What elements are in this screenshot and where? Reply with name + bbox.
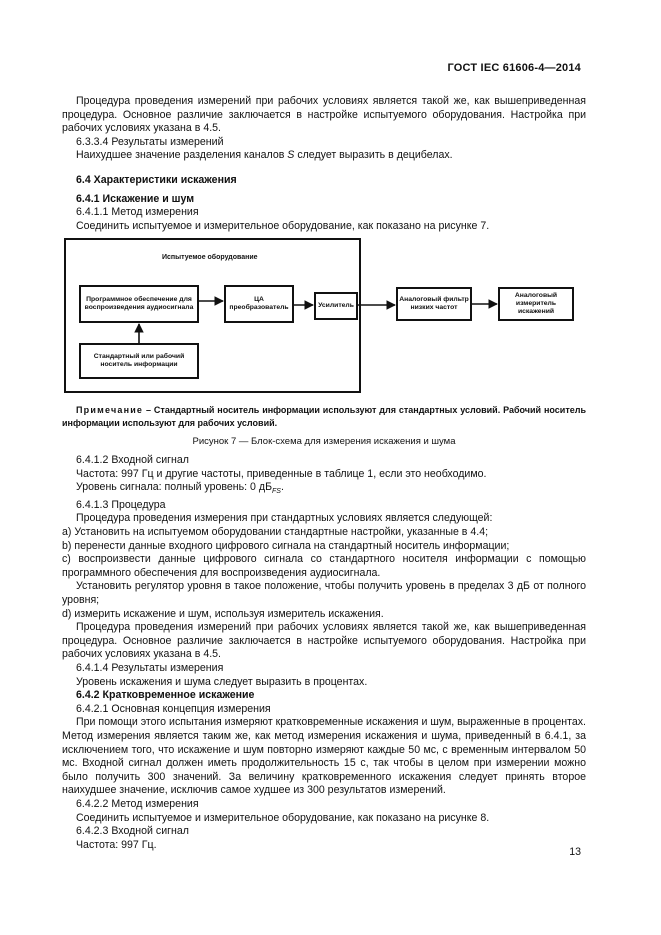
dac-box: ЦА преобразователь [224,285,294,323]
text: Наихудшее значение разделения каналов [76,149,288,162]
subsection-heading: 6.4.1.1 Метод измерения [76,206,199,219]
text: Уровень сигнала: полный уровень: 0 дБ [76,481,273,494]
subsection-heading: 6.4.2.2 Метод измерения [76,797,199,810]
subsection-heading: 6.4.1.2 Входной сигнал [76,454,189,466]
subsection-heading: 6.3.3.4 Результаты измерений [76,135,224,148]
lowpass-filter-box: Аналоговый фильтр низких частот [396,287,472,321]
amplifier-box: Усилитель [314,292,358,320]
paragraph: Уровень искажения и шума следует выразить в процентах. [76,675,368,688]
media-box: Стандартный или рабочий носитель информации [79,343,199,379]
note-label: Примечание [76,405,144,415]
paragraph: Частота: 997 Гц и другие частоты, приведенные в таблице 1, если это необходимо. [76,467,487,480]
note-text: – Стандартный носитель информации используют для стандартных условий. Рабочий носитель информации используют для рабочих условий. [62,405,586,428]
distortion-meter-box: Аналоговый измеритель искажений [498,287,574,321]
group-label: Испытуемое оборудование [162,254,258,261]
text: следует выразить в децибелах. [294,149,453,162]
page-number: 13 [569,846,581,858]
software-box: Программное обеспечение для воспроизведения аудиосигнала [79,285,199,323]
figure-note [62,404,586,430]
figure-caption: Рисунок 7 — Блок-схема для измерения искажения и шума [192,436,456,447]
paragraph: Процедура проведения измерения при стандартных условиях является следующей: [76,512,493,525]
paragraph: Установить регулятор уровня в такое положение, чтобы получить уровень в пределах 3 дБ от полного уровня; [62,580,586,607]
list-item: а) Установить на испытуемом оборудовании стандартные настройки, указанные в 4.4; [62,526,489,539]
diagram-arrows [64,238,586,402]
paragraph: Частота: 997 Гц. [76,838,157,851]
subscript: FS [272,488,281,496]
text: . [280,481,284,494]
subsection-heading: 6.4.1.3 Процедура [76,498,166,511]
variable: S [287,149,295,162]
list-item: b) перенести данные входного цифрового сигнала на стандартный носитель информации; [62,539,510,552]
paragraph [62,481,586,499]
list-item: c) воспроизвести данные цифрового сигнала со стандартного носителя информации с помощью программного обеспечения для воспроизведения аудиосигнала. [62,553,586,579]
section-heading: 6.4 Характеристики искажения [76,173,237,186]
block-diagram [64,238,586,402]
paragraph: При помощи этого испытания измеряют кратковременные искажения и шум, выраженные в процентах. Метод измерения является таким же, как метод измерения искажения и шума, приведенный в 6.4.1, за исключением того, что искажение и шум повторно измеряют каждые 50 мс, с временным интервалом 50 мс. Входной сигнал должен иметь продолжительность 15 с, так чтобы в целом при измерении можно было получить 300 значений. За величину кратковременного искажения следует принять второе наихудшее значение, исключив самое худшее из 300 результатов измерений. [62,716,586,797]
subsection-heading: 6.4.1 Искажение и шум [76,192,195,205]
top-section [62,95,586,233]
paragraph [62,149,586,163]
subsection-heading: 6.4.1.4 Результаты измерения [76,662,224,675]
paragraph: Процедура проведения измерений при рабочих условиях является такой же, как вышеприведенная процедура. Основное различие заключается в настройке испытуемого оборудования. Настройка при рабочих условиях указана в 4.5. [62,95,586,135]
subsection-heading: 6.4.2.3 Входной сигнал [76,825,189,838]
subsection-heading: 6.4.2.1 Основная концепция измерения [76,702,271,715]
paragraph: Соединить испытуемое и измерительное оборудование, как показано на рисунке 7. [76,219,490,232]
body-section [62,454,586,852]
paragraph: Соединить испытуемое и измерительное оборудование, как показано на рисунке 8. [76,811,490,824]
paragraph: Процедура проведения измерений при рабочих условиях является такой же, как вышеприведенная процедура. Основное различие заключается в настройке испытуемого оборудования. Настройка при рабочих условиях указана в 4.5. [62,621,586,661]
subsection-heading: 6.4.2 Кратковременное искажение [76,689,255,702]
standard-header: ГОСТ IEC 61606-4—2014 [447,62,581,74]
list-item: d) измерить искажение и шум, используя измеритель искажения. [62,607,384,620]
